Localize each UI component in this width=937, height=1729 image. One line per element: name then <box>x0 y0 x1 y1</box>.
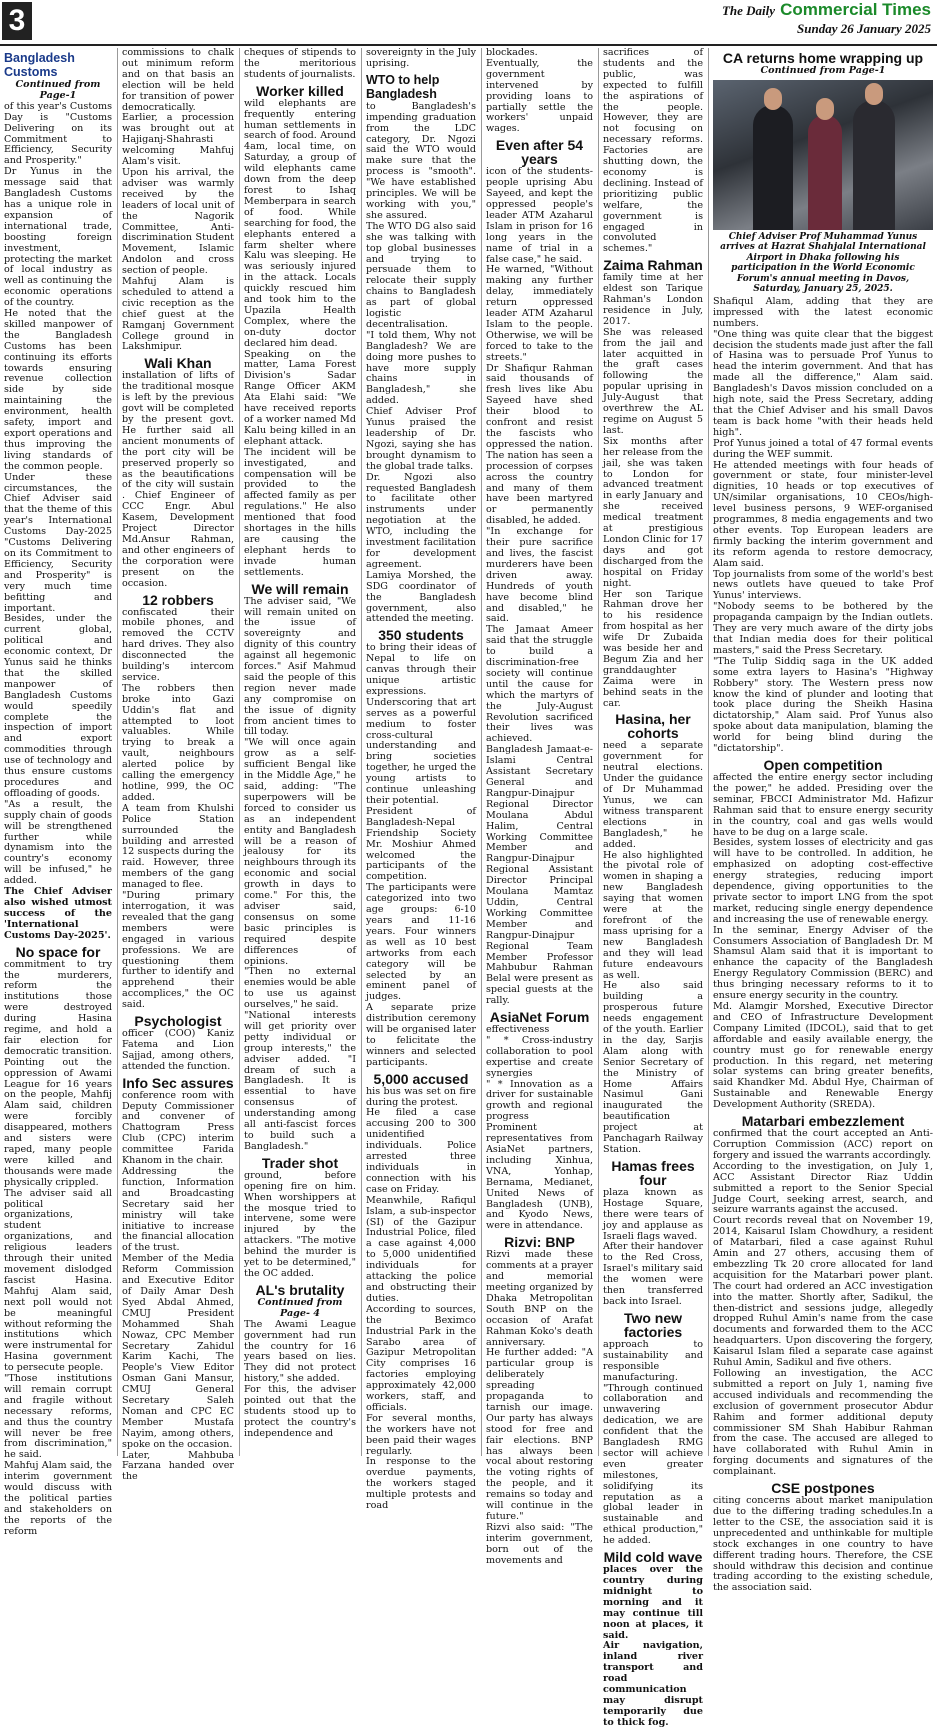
continued-line: Continued from Page-1 <box>760 65 886 76</box>
paragraph: He also said building a prosperous future needs engagement of the youth. Earlier in the day, Sarjis Alam along with Senior Secretary of the Ministry of Home Affairs Nasimul Gani inaugurated the beautification project at Panchagarh Railway Station. <box>603 980 703 1155</box>
paragraph: He filed a case accusing 200 to 300 unidentified individuals. Police arrested three individuals in connection with his case on Friday. <box>366 1107 476 1195</box>
photo-caption: Chief Adviser Prof Muhammad Yunus arrives at Hazrat Shahjalal International Airport in Dhaka following his participation in the World Economic Forum's annual meeting in Davos, Saturday, January 25, 2025. <box>720 231 926 295</box>
paragraph: Rizvi also said: "The interim government, born out of the movements and <box>486 1521 593 1566</box>
continued-line: Continued from Page- 4 <box>257 1296 343 1319</box>
paragraph: Chief Adviser Prof Yunus praised the leadership of Dr. Ngozi, saying she has brought dynamism to the global trade talks. <box>366 406 476 472</box>
paragraph: wild elephants are frequently entering human settlements in search of food. Around 4am, local time, on Saturday, a group of wild elephants came down from the deep forest to Ishaq Memberpara in search of food. While searching for food, the elephants entered a farm shelter where Kalu was sleeping. He was seriously injured in the attack. Locals quickly rescued him and took him to the Upazila Health Complex, where the on-duty doctor declared him dead. <box>244 97 356 349</box>
headline: Even after 54 years <box>495 137 584 168</box>
paragraph: cheques of stipends to the meritorious students of journalists. <box>244 47 356 80</box>
paragraph: "As a result, the supply chain of goods will be strengthened further while dynamism into the country's economy will be infused," he added. <box>4 798 112 887</box>
paragraph: icon of the students-people uprising Abu Sayeed, and kept the oppressed people's leader ATM Azaharul Islam in prison for 16 long years in the name of trial in a false case," he said. <box>486 166 593 265</box>
headline: AsiaNet Forum <box>489 1009 590 1026</box>
dateline: Sunday 26 January 2025 <box>797 21 931 36</box>
paragraph: Dr. Ngozi also requested Bangladesh to facilitate other instruments under negotiation at the WTO, including the investment facilitation for development agreement. <box>366 471 476 570</box>
headline: Open competition <box>763 756 883 773</box>
paragraph: Besides, under the current global, political and economic context, Dr Yunus said he thinks that the skilled manpower of Bangladesh Customs would speedily complete the inspection of import and export commodities through use of technology and thus ensure customs procedures and offloading of goods. <box>4 613 112 799</box>
paragraph: " * Cross-industry collaboration to pool expertise and create synergies <box>486 1034 593 1079</box>
paragraph: "I told them, Why not Bangladesh? We are doing more pushes to have more supply chains in Bangladesh," she added. <box>366 329 476 407</box>
paragraph: He attended meetings with four heads of government or state, four minister-level dignities, 10 heads or top executives of UN/similar organisations, 10 CEOs/high-level business persons, 9 WEF-organised programmes, 8 media engagements and two other events. Top European leaders are firmly backing the interim government and its reform agenda to restore democracy, Alam said. <box>713 459 933 569</box>
masthead <box>0 0 937 46</box>
photo-figure-head <box>865 83 883 105</box>
paragraph: The Jamaat Ameer said that the struggle to build a discrimination-free society will continue until the cause for which the martyrs of the July-August Revolution sacrificed their lives was achieved. <box>486 624 593 745</box>
column-rule <box>598 48 599 1456</box>
paragraph: "One thing was quite clear that the biggest decision the students made just after the fall of Hasina was to persuade Prof Yunus to head the interim government. And that has made all the difference," Alam said. Bangladesh's Davos mission concluded on a high note, said the Press Secretary, adding that the Chief Adviser and his small Davos team is back home "with their heads held high". <box>713 328 933 438</box>
headline: Hasina, her cohorts <box>615 711 691 742</box>
paragraph: commitment to try the murderers, reform the institutions those were destroyed during Hasina regime, and hold a fair election for democratic transition. <box>4 958 112 1057</box>
paragraph: Lamiya Morshed, the SDG coordinator of the Bangladesh government, also attended the meeting. <box>366 569 476 625</box>
column-7 <box>713 48 933 1594</box>
paragraph: She was released from the jail and later acquitted in the graft cases following the popular uprising in July-August that overthrew the AL regime on August 5 last. <box>603 326 703 436</box>
paragraph: The adviser said, "We will remain united on the issue of sovereignty and dignity of this country against all hegemonic forces." Asif Mahmud said the people of this region never made any compromise on the issue of dignity from ancient times to till today. <box>244 595 356 738</box>
paragraph: conference room with Deputy Commissioner and convener of Chattogram Press Club (CPC) interim committee Farida Khanom in the chair. <box>122 1089 234 1167</box>
paragraph: Top journalists from some of the world's best news outlets have queued to take Prof Yunus' interviews. <box>713 568 933 602</box>
photo-figure <box>753 105 793 230</box>
headline: Mild cold wave <box>603 1549 703 1566</box>
paragraph: Court records reveal that on November 19, 2014, Kaisarul Islam Chowdhury, a resident of Matarbari, filed a case against Ruhul Amin and 27 others, accusing them of embezzling Tk 20 crore allocated for land acquisition for the Matarbari power plant. The court had ordered an ACC investigation into the matter. Shortly after, Sadikul, the then-district and sessions judge, allegedly dropped Ruhul Amin's name from the case documents and forwarded them to the ACC headquarters. Upon discovering the forgery, Kaisarul Islam filed a separate case against Ruhul Amin, Sadikul and five others. <box>713 1215 933 1369</box>
paragraph: Dr Shafiqur Rahman said thousands of fresh lives like Abu Sayeed have shed their blood to confront and resist the fascists who oppressed the nation. The nation has seen a procession of corpses across the country and many of them have been martyred or permanently disabled, he added. <box>486 362 593 527</box>
paragraph: Pointing out the oppression of Awami League for 16 years on the people, Mahfij Alam said, children were forcibly disappeared, mothers and sisters were raped, many people were killed and thousands were made physically crippled. <box>4 1056 112 1188</box>
paragraph: The adviser said all political organizations, student organizations, and religious leaders through their united movement dislodged fascist Hasina. Mahfuj Alam said, next poll would not be meaningful without reforming the institutions which were instrumental for Hasina government to persecute people. <box>4 1187 112 1374</box>
headline: Trader shot <box>261 1154 339 1171</box>
paragraph: effectiveness <box>486 1024 550 1036</box>
paragraph: of this year's Customs Day is "Customs Delivering on its Commitment to Efficiency, Security and Prosperity." <box>4 100 112 167</box>
headline: Matarbari embezzlement <box>741 1113 905 1130</box>
headline: 350 students <box>378 627 464 644</box>
paragraph: installation of lifts of the traditional mosque is left by the previous govt will be completed by the present govt. He further said all ancient monuments of the port city will be preserved properly so as the beautifications of the city will sustain . Chief Engineer of CCC Engr. Abul Kasem, Development Project Director Md.Ansur Rahman, and other engineers of the corporation were present on the occasion. <box>122 370 234 589</box>
column-3 <box>244 48 356 1456</box>
paragraph: Following an investigation, the ACC submitted a report on July 1, naming five accused individuals and recommending the exclusion of government prosecutor Abdur Rahim and former additional deputy commissioner SM Shah Habibur Rahman from the case. The accused are alleged to have collaborated with Ruhul Amin in forging documents and signatures of the complainant. <box>713 1368 933 1478</box>
headline: WTO to help Bangladesh <box>366 72 440 101</box>
paragraph: approach to sustainability and responsible manufacturing. <box>603 1338 703 1383</box>
paragraph: to bring their ideas of Nepal to life on canvas through their unique artistic expressions. <box>366 642 476 697</box>
paragraph: Member of the Media Reform Commission and Executive Editor of Daily Amar Desh Syed Abdal Ahmed, CMUJ President Mohammed Shah Nowaz, CPC Member Secretary Zahidul Karim Kachi, The People's View Editor Osman Gani Mansur, CMUJ General Secretary Saleh Noman and CPC EC Member Mustafa Nayim, among others, spoke on the occasion. <box>122 1253 234 1450</box>
paragraph: President of Bangladesh-Nepal Friendship Society Mr. Moshiur Ahmed welcomed the participants of the competition. <box>366 805 476 883</box>
paragraph: "The Tulip Siddiq saga in the UK added some extra layers to Hasina's "Highway Robbery" story. The Western press now know the kind of plunder and looting that took place during the Sheikh Hasina dictatorship," Alam said. Prof Yunus also spoke about data manipulation, blaming the world for being blind during the "dictatorship". <box>713 655 933 755</box>
paragraph: "We will once again grow as a self-sufficient Bengal like in the Middle Age," he said, adding: "The superpowers will be forced to consider us as an independent entity and Bangladesh will be a reason of jealousy for its neighbours through its economic and social growth in days to come." For this, the adviser said, consensus on some basic principles is required despite differences of opinions. <box>244 737 356 967</box>
paragraph: Bangladesh Jamaat-e-Islami Central Assistant Secretary General and Rangpur-Dinajpur Regional Director Moulana Abdul Halim, Central Working Committee Member and Rangpur-Dinajpur Regional Assistant Director Principal Moulana Mamtaz Uddin, Central Working Committee Member and Rangpur-Dinajpur Regional Team Member Professor Mahbubur Rahman Belal were present as special guests at the rally. <box>486 744 593 1007</box>
column-rule <box>481 48 482 1456</box>
paragraph: family time at her eldest son Tarique Rahman's London residence in July, 2017. <box>603 272 703 327</box>
headline: Bangladesh Customs <box>4 51 75 79</box>
paragraph: officer (COO) Kaniz Fatema and Lion Sajjad, among others, attended the function. <box>122 1028 234 1072</box>
continued-line: Continued from Page-1 <box>15 79 101 101</box>
photo-figure-head <box>816 98 834 120</box>
paragraph: Air navigation, inland river transport and road communication may disrupt temporarily due to thick fog. <box>603 1640 703 1728</box>
photo-figure-head <box>764 88 782 110</box>
headline: Hamas frees four <box>611 1157 695 1188</box>
paragraph: For several months, the workers have not been paid their wages regularly. <box>366 1412 476 1457</box>
paragraph: Earlier, a procession was brought out at Hajiganj-Shahrasti welcoming Mahfuj Alam's visit. <box>122 112 234 168</box>
headline: AL's brutality <box>255 1281 345 1298</box>
column-rule <box>361 48 362 1456</box>
paragraph: Md. Alamgir Morshed, Executive Director and CEO of Infrastructure Development Company Limited (IDCOL), said that to get affordable and easily available energy, the country must go for renewable energy production. In this regard, net metering solar systems can bring greater benefits, said Khandker Md. Abdul Hye, Chairman of Sustainable and Renewable Energy Development Authority (SREDA). <box>713 1001 933 1111</box>
paragraph: For this, the adviser pointed out that the students stood up to protect the country's independence and <box>244 1384 356 1439</box>
paragraph: "Those institutions will remain corrupt and fragile without necessary reforms, and thus the country will never be free from discrimination," he said. <box>4 1373 112 1461</box>
paragraph: Meanwhile, Rafiqul Islam, a sub-inspector (SI) of the Gazipur Industrial Police, filed a case against 4,000 to 5,000 unidentified individuals for attacking the police and obstructing their duties. <box>366 1194 476 1304</box>
paragraph: A team from Khulshi Police Station surrounded the building and arrested 12 suspects during the raid. However, three members of the gang managed to flee. <box>122 802 234 891</box>
paragraph: He further added: "A particular group is deliberately spreading propaganda to tarnish our image. Our party has always stood for free and fair elections. BNP has always been vocal about restoring the voting rights of the people, and it remains so today and will continue in the future." <box>486 1347 593 1522</box>
paragraph: He noted that the skilled manpower of the Bangladesh Customs has been continuing its efforts towards ensuring revenue collection side by side maintaining the environment, health safety, import and export operations and thus improving the living standards of the common people. <box>4 308 112 472</box>
paragraph: Rizvi made these comments at a prayer and memorial meeting organized by Dhaka Metropolitan South BNP on the occasion of Arafat Rahman Koko's death anniversary. <box>486 1249 593 1348</box>
paragraph: Six months after her release from the jail, she was taken to London for advanced treatment in early January and she received medical treatment at prestigious London Clinic for 17 days and got discharged from the hospital on Friday night. <box>603 435 703 589</box>
headline: Two new factories <box>623 1309 683 1340</box>
paragraph: commissions to chalk out minimum reform and on that basis an election will be held for transition of power democratically. <box>122 47 234 113</box>
headline: 5,000 accused <box>373 1070 469 1087</box>
paragraph: Shafiqul Alam, adding that they are impressed with the latest economic numbers. <box>713 295 933 329</box>
headline: 12 robbers <box>142 591 214 608</box>
column-5 <box>486 47 593 1566</box>
paragraph: The Chief Adviser also wished utmost success of the 'International Customs Day-2025'. <box>4 886 112 941</box>
paragraph: The robbers then broke into Gazi Uddin's flat and attempted to loot valuables. While trying to break a vault, neighbours alerted police by calling the emergency hotline, 999, the OC added. <box>122 682 234 803</box>
column-rule <box>708 48 709 1456</box>
paragraph: sacrifices of students and the public, was expected to fulfill the aspirations of the people. However, they are not focusing on necessary reforms. Factories are shutting down, the economy is declining. Instead of prioritizing public welfare, the government is engaged in convoluted schemes." <box>603 47 703 255</box>
newspaper-brand <box>722 0 931 37</box>
paragraph: He warned, "Without making any further delay, immediately return oppressed leader ATM Azaharul Islam to the people. Otherwise, we will be forced to take to the streets." <box>486 264 593 363</box>
headline: Worker killed <box>256 82 344 99</box>
paragraph: Upon his arrival, the adviser was warmly received by the leaders of local unit of the Nagorik Committee, Anti-discrimination Student Movement, Islamic Andolon and cross section of people. <box>122 166 234 277</box>
paragraph: Mahfuj Alam said, the interim government would discuss with the political parties and stakeholders on the reports of the reform <box>4 1460 112 1537</box>
paragraph: "During primary interrogation, it was revealed that the gang members were engaged in various professions. We are questioning them further to identify and apprehend their accomplices," the OC said. <box>122 890 234 1011</box>
column-4 <box>366 47 476 1512</box>
paragraph: In the seminar, Energy Adviser of the Consumers Association of Bangladesh Dr. M Shamsul Alam said that it is important to enhance the capacity of the Bangladesh Energy Regulatory Commission (BERC) and thus bringing necessary reforms to it to ensure energy security in the country. <box>713 924 933 1002</box>
paragraph: confiscated their mobile phones, and removed the CCTV hard drives. They also disconnected the building's intercom service. <box>122 606 234 683</box>
headline: CA returns home wrapping up <box>722 50 924 66</box>
paragraph: Besides, system losses of electricity and gas will have to be controlled. In addition, he emphasized on adopting cost-effective energy strategies, reducing import dependence, giving opportunities to the private sector to import LNG from the spot market, reducing single energy dependence and increasing the use of renewable energy. <box>713 837 933 925</box>
paragraph: blockades. Eventually, the government intervened by providing loans to partially settle the workers' unpaid wages. <box>486 47 593 135</box>
paragraph: Her son Tarique Rahman drove her to his residence from hospital as her wife Dr Zubaida was beside her and Begum Zia and her granddaughter Zaima were in behind seats in the car. <box>603 588 703 709</box>
paragraph: ground, before opening fire on him. When worshippers at the mosque tried to intervene, some were injured by the attackers. "The motive behind the murder is yet to be determined," the OC added. <box>244 1169 356 1279</box>
paragraph: "In exchange for their pure sacrifice and lives, the fascist murderers have been driven away. Hundreds of youth have become blind and disabled," he said. <box>486 526 593 625</box>
column-6 <box>603 47 703 1728</box>
paragraph: Prof Yunus joined a total of 47 formal events during the WEF summit. <box>713 437 933 460</box>
paragraph: "Through continued collaboration and unwavering dedication, we are confident that the Bangladesh RMG sector will achieve even greater milestones, solidifying its reputation as a global leader in sustainable and ethical production," he added. <box>603 1382 703 1547</box>
paragraph: to Bangladesh's impending graduation from the LDC category, Dr. Ngozi said the WTO would make sure that the process is "smooth". "We have established principles. We will be working with you," she assured. <box>366 100 476 221</box>
headline: CSE postpones <box>771 1480 875 1497</box>
photo-figure <box>808 115 842 230</box>
paragraph: confirmed that the court accepted an Anti-Corruption Commission (ACC) report on forgery and issued the warrants accordingly. <box>713 1128 933 1161</box>
headline: Psychologist <box>134 1013 222 1030</box>
brand-commercial-times: Commercial Times <box>780 0 931 19</box>
paragraph: The WTO DG also said she was talking with top global businesses and trying to persuade them to relocate their supply chains to Bangladesh as part of global logistic decentralisation. <box>366 220 476 330</box>
headline: Zaima Rahman <box>603 257 703 274</box>
paragraph: Underscoring that art serves as a powerful medium to foster cross-cultural understanding and bring societies together, he urged the young artists to continue unleashing their potential. <box>366 696 476 806</box>
paragraph: According to sources, the Beximco Industrial Park in the Sarabo area of Gazipur Metropolitan City comprises 16 factories employing approximately 42,000 workers, staff, and officials. <box>366 1303 476 1413</box>
paragraph: citing concerns about market manipulation due to the differing trading schedules.In a letter to the CSE, the association said it is unprecedented and unthinkable for multiple stock exchanges in one country to have different trading hours. Therefore, the CSE should withdraw this decision and continue trading according to the existing schedule, the association said. <box>713 1495 933 1594</box>
paragraph: Dr Yunus in the message said that Bangladesh Customs has a unique role in expansion of international trade, boosting foreign investment, protecting the market of local industry as well as continuing the economic operations of the country. <box>4 166 112 309</box>
page-number: 3 <box>2 2 32 40</box>
column-rule <box>117 48 118 1456</box>
column-rule <box>239 48 240 1456</box>
paragraph: Speaking on the matter, Lama Forest Division's Sadar Range Officer AKM Ata Elahi said: "We have received reports of a worker named Md Kalu being killed in an elephant attack. <box>244 348 356 447</box>
paragraph: According to the investigation, on July 1, ACC Assistant Director Riaz Uddin submitted a report to the Senior Special Judge Court, seeking arrest, search, and seizure warrants against the accused. <box>713 1160 933 1216</box>
paragraph: The participants were categorized into two age groups: 6-10 years and 11-16 years. Four winners as well as 10 best artworks from each category will be selected by an eminent panel of judges. <box>366 882 476 1003</box>
brand-the-daily: The Daily <box>721 3 776 18</box>
paragraph: A separate prize distribution ceremony will be organised later to felicitate the winners and selected participants. <box>366 1002 476 1068</box>
paragraph: Mahfuj Alam is scheduled to attend a civic reception as the chief guest at the Ramganj Government College ground in Lakshmipur. <box>122 276 234 353</box>
paragraph: plaza known as Hostage Square, there were tears of joy and applause as Israeli flags waved. <box>603 1186 703 1242</box>
paragraph: need a separate government for neutral elections. Under the guidance of Dr Muhammad Yunus, we can witness transparent elections in Bangladesh," he added. <box>603 740 703 850</box>
paragraph: places over the country during midnight to morning and it may continue till noon at places, it said. <box>603 1564 703 1641</box>
photo-figure <box>853 100 895 230</box>
paragraph: He also highlighted the pivotal role of women in shaping a new Bangladesh saying that women were at the forefront of the mass uprising for a new Bangladesh and they will lead future endeavours as well. <box>603 849 703 981</box>
news-photo <box>713 80 933 230</box>
headline: We will remain <box>251 580 349 597</box>
paragraph: Under these circumstances, the Chief Adviser said that the theme of this year's International Customs Day-2025 "Customs Delivering on its Commitment to Efficiency, Security and Prosperity" is very much time befitting and important. <box>4 471 112 614</box>
paragraph: Prominent representatives from AsiaNet partners, including Xinhua, VNA, Yonhap, Bernama, Medianet, United News of Bangladesh (UNB), and Kyodo News, were in attendance. <box>486 1122 593 1232</box>
paragraph: "Then no external enemies would be able to use us against ourselves," he said. <box>244 966 356 1011</box>
paragraph: After their handover to the Red Cross, Israel's military said the women were then transferred back into Israel. <box>603 1241 703 1307</box>
paragraph: Later, Mahbuba Farzana handed over the <box>122 1449 234 1483</box>
headline: Info Sec assures <box>122 1074 234 1091</box>
headline: No space for <box>15 943 101 960</box>
paragraph: In response to the overdue payments, the workers staged multiple protests and road <box>366 1456 476 1512</box>
paragraph: sovereignty in the July uprising. <box>366 47 476 69</box>
paragraph: The Awami League government had run the country for 16 years based on lies. They did not protect history," she added. <box>244 1318 356 1385</box>
news-columns <box>4 47 933 1728</box>
paragraph: affected the entire energy sector including the power," he added. Presiding over the seminar, FBCCI Administrator Md. Hafizur Rahman said that to ensure energy security in the country, coal and gas wells would have to be dug on a large scale. <box>713 771 933 838</box>
column-1 <box>4 48 112 1537</box>
paragraph: his bus was set on fire during the protest. <box>366 1085 476 1108</box>
column-2 <box>122 47 234 1483</box>
headline: Wali Khan <box>144 355 212 372</box>
paragraph: Addressing the function, Information and Broadcasting Secretary said her ministry will take initiative to increase the financial allocation of the trust. <box>122 1166 234 1254</box>
paragraph: " * Innovation as a driver for sustainable growth and regional progress <box>486 1078 593 1123</box>
headline: Rizvi: BNP <box>504 1234 575 1251</box>
paragraph: The incident will be investigated, and compensation will be provided to the affected family as per regulations." He also mentioned that food shortages in the hills are causing the elephant herds to invade human settlements. <box>244 446 356 578</box>
paragraph: "National interests will get priority over petty individual or group interests," the adviser added. "I dream of such a Bangladesh. It is essential to have consensus of understanding among all anti-fascist forces to build such a Bangladesh." <box>244 1010 356 1152</box>
paragraph: "Nobody seems to be bothered by the propaganda campaign by the Indian outlets. They are very much aware of the dirty jobs that Indian media does for their political masters," said the Press Secretary. <box>713 601 933 656</box>
